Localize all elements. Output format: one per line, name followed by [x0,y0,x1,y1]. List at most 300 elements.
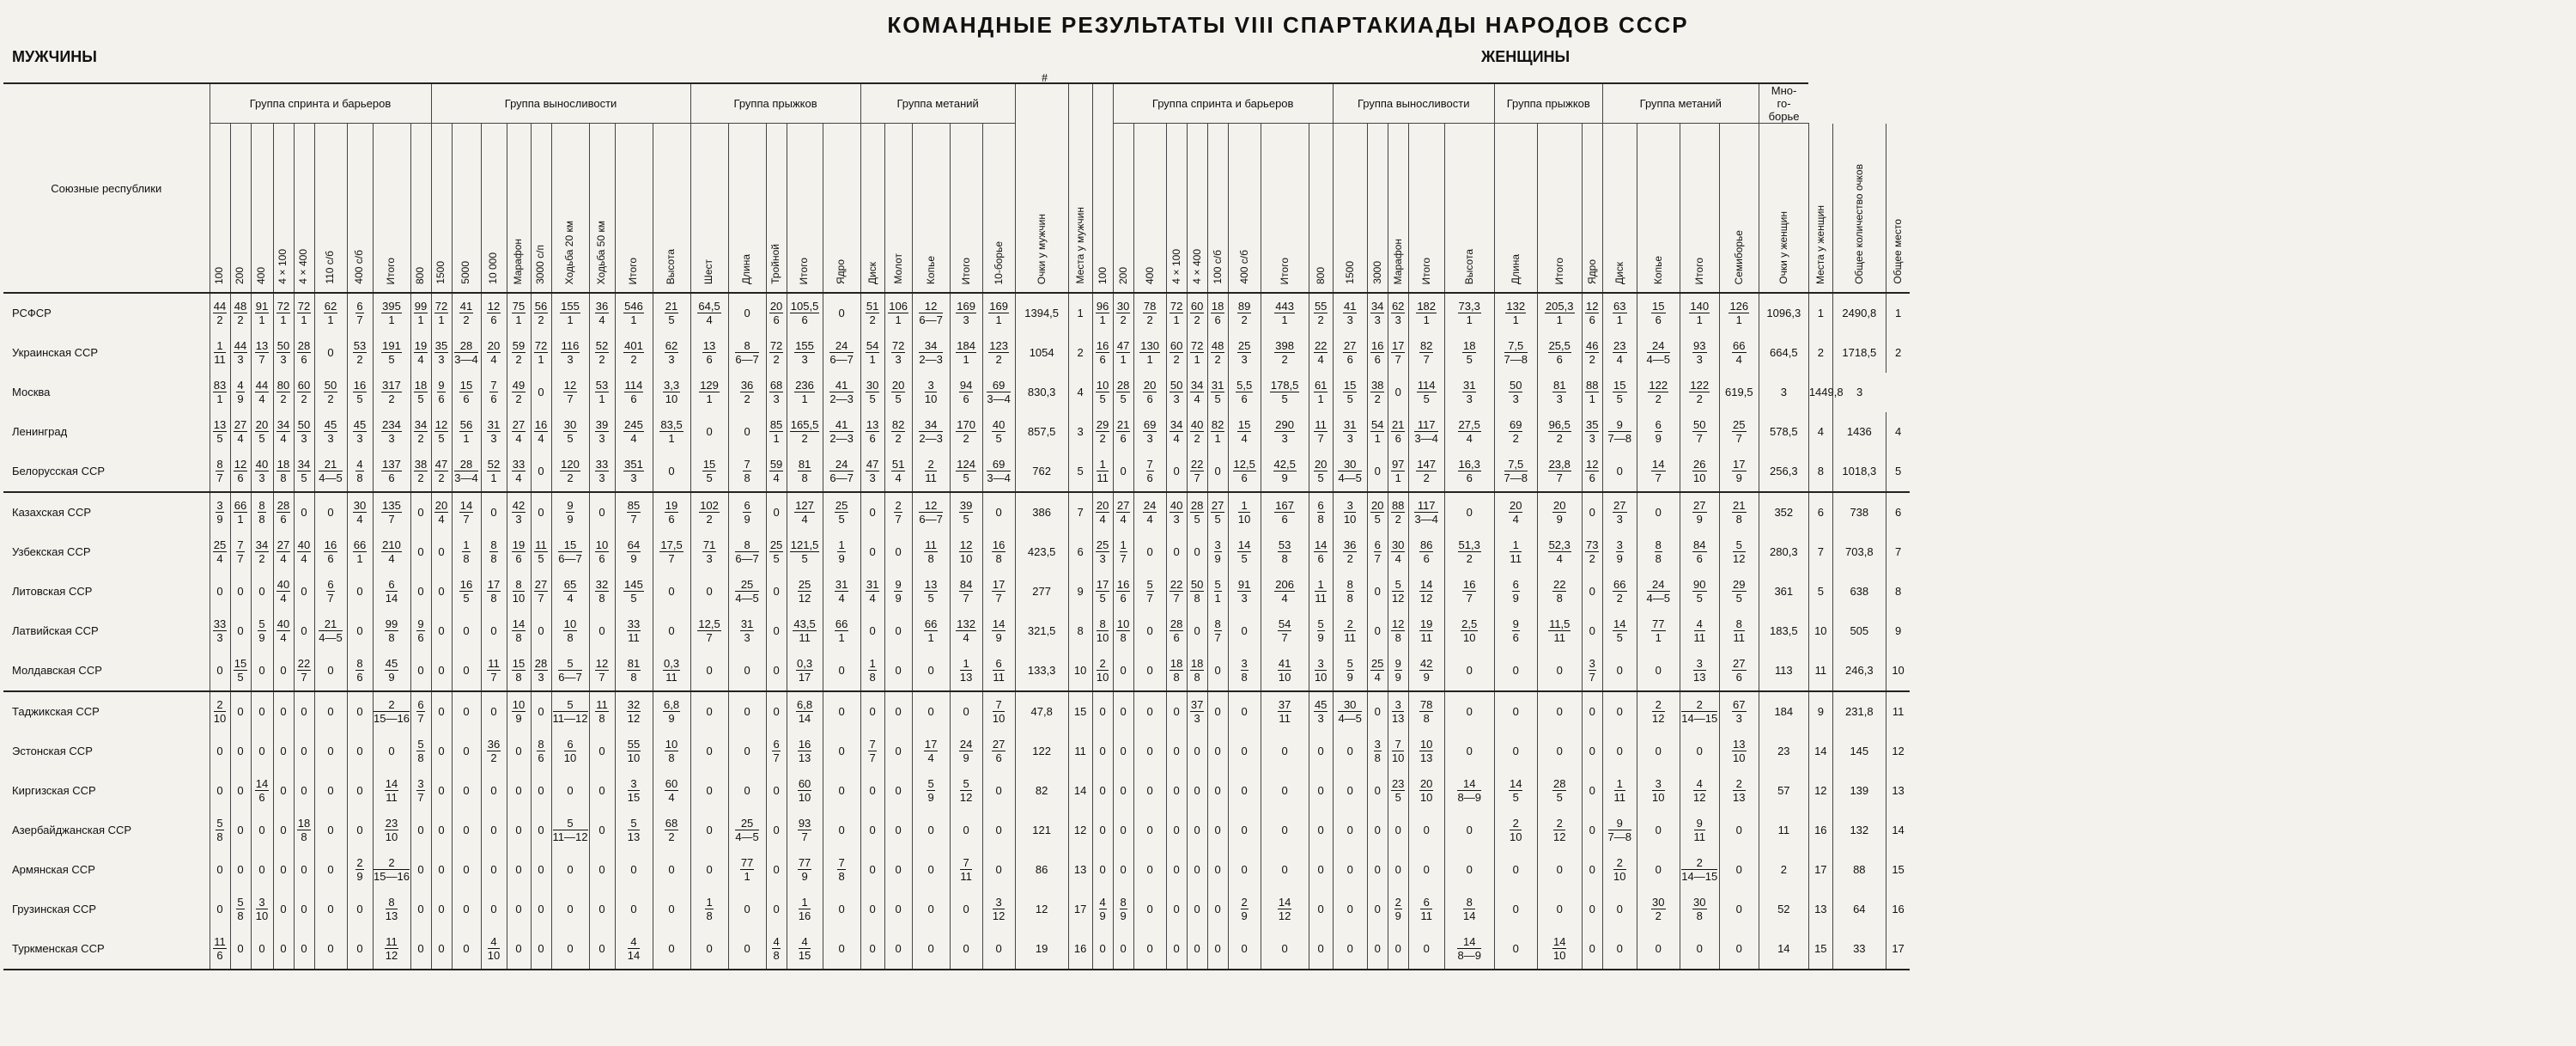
score-fraction: 7 7 [869,738,876,765]
score-fraction: 5 8 [237,896,244,923]
score-fraction: $\frac{50}{3}$ [276,339,290,367]
table-cell: 0 [728,412,766,452]
score-fraction: $\frac{26}{10}$ [1693,458,1706,485]
table-cell: 139 [1832,771,1886,811]
score-fraction: 60 10 [798,777,811,805]
table-cell: 0 [1187,732,1207,771]
table-cell [766,293,787,333]
table-cell [766,412,787,452]
table-cell [860,732,884,771]
score-fraction: $\frac{41}{2}$ [459,300,473,327]
table-cell: 0 [1719,890,1759,929]
table-cell [1637,771,1680,811]
group-header: Группа выносливости [1333,83,1494,124]
table-cell: 0 [507,890,531,929]
table-cell [1367,333,1388,373]
table-cell [615,572,653,611]
table-cell [1719,611,1759,651]
score-fraction: $\frac{3}{10}$ [924,379,938,406]
table-cell [823,373,860,412]
column-header: 100 [210,124,230,294]
table-cell [1367,293,1388,333]
score-fraction: $\frac{12}{6}$ [234,458,247,485]
table-row [3,333,1910,373]
table-cell [347,333,373,373]
table-cell: 0 [982,850,1015,890]
score-fraction: 6 11 [993,657,1005,684]
table-cell [294,293,314,333]
table-cell [950,732,982,771]
table-cell [950,333,982,373]
table-cell [1408,890,1444,929]
table-cell [766,532,787,572]
table-cell [1388,532,1408,572]
table-cell [1408,412,1444,452]
table-cell [1092,373,1113,412]
table-cell: 183,5 [1759,611,1808,651]
table-cell: 0 [1333,811,1367,850]
table-cell [431,412,452,452]
table-cell [1537,452,1582,492]
table-cell: 0 [410,572,431,611]
score-fraction: $\frac{205,3}{1}$ [1545,300,1574,327]
table-cell [1309,532,1333,572]
score-fraction: $\frac{24}{6—7}$ [829,339,854,367]
score-fraction: $\frac{17}{5}$ [1096,578,1109,605]
score-fraction: $\frac{28}{3—4}$ [454,339,478,367]
score-fraction: 18 8 [297,817,311,844]
table-cell: 246,3 [1832,651,1886,691]
score-fraction: $\frac{62}{1}$ [324,300,337,327]
score-fraction: $\frac{25}{3}$ [1096,538,1109,566]
table-cell: 1436 [1832,412,1886,452]
table-cell: 0 [912,651,950,691]
score-fraction: $\frac{351}{3}$ [624,458,643,485]
table-cell: 386 [1015,492,1068,532]
score-fraction: 0,3 11 [664,657,680,684]
score-fraction: $\frac{34}{3}$ [1370,300,1384,327]
table-cell [787,412,823,452]
table-cell [1602,572,1637,611]
table-cell: 0 [1133,611,1166,651]
score-fraction: $\frac{234}{3}$ [382,418,401,446]
table-cell: 11 [1808,651,1832,691]
table-cell: 145 [1832,732,1886,771]
score-fraction: $\frac{27}{4}$ [234,418,247,446]
score-fraction: $\frac{69}{3—4}$ [987,379,1011,406]
table-cell [1680,691,1719,732]
score-fraction: $\frac{34}{2—3}$ [919,339,943,367]
score-fraction: $\frac{72}{1}$ [534,339,548,367]
table-cell [251,333,273,373]
table-cell [347,293,373,333]
table-cell [823,532,860,572]
table-cell: 0 [431,572,452,611]
table-cell: 10 [1068,651,1092,691]
table-cell: 0 [1602,890,1637,929]
table-cell: 0 [1408,811,1444,850]
table-cell [1494,811,1537,850]
score-fraction: 5 9 [1346,657,1353,684]
score-fraction: 3 7 [417,777,424,805]
table-cell: 0 [1133,532,1166,572]
table-cell: 0 [1166,929,1187,970]
table-cell [728,492,766,532]
table-cell [787,732,823,771]
table-cell [273,333,294,373]
table-cell: 1449,8 [1808,373,1832,412]
score-fraction: $\frac{96}{1}$ [1096,300,1109,327]
table-cell [373,811,410,850]
score-fraction: $\frac{82}{1}$ [1211,418,1224,446]
score-fraction: $\frac{54}{1}$ [866,339,879,367]
score-fraction: $\frac{132}{1}$ [1506,300,1526,327]
table-cell [1637,611,1680,651]
table-cell: 0 [347,611,373,651]
table-cell [1388,651,1408,691]
table-cell: 0 [982,492,1015,532]
women-section-label: ЖЕНЩИНЫ [1481,48,1571,65]
table-cell: 0 [431,732,452,771]
table-cell: 12 [1886,732,1910,771]
table-cell [481,572,507,611]
score-fraction: $\frac{47}{1}$ [1116,339,1130,367]
table-cell: 0 [1602,691,1637,732]
table-cell [1494,532,1537,572]
table-cell [373,293,410,333]
table-cell [1092,333,1113,373]
table-cell: 0 [1388,929,1408,970]
table-cell [787,492,823,532]
score-fraction: $\frac{66}{1}$ [234,499,247,526]
score-fraction: $\frac{170}{2}$ [957,418,975,446]
score-fraction: $\frac{1}{8}$ [463,538,470,566]
table-cell [787,333,823,373]
score-fraction: $\frac{6}{7}$ [1374,538,1381,566]
table-cell [860,651,884,691]
table-cell: 0 [1092,929,1113,970]
score-fraction: $\frac{6}{9}$ [1655,418,1662,446]
table-cell [787,890,823,929]
score-fraction: $\frac{83}{1}$ [213,379,227,406]
table-cell: 0 [1092,771,1113,811]
table-cell [982,691,1015,732]
table-cell: 0 [728,929,766,970]
score-fraction: $\frac{6}{8}$ [1317,499,1324,526]
group-header: Мно- го- борье [1759,83,1808,124]
table-cell: 2490,8 [1832,293,1886,333]
table-cell: 0 [1367,929,1388,970]
score-fraction: $\frac{63}{1}$ [1613,300,1626,327]
table-cell [294,811,314,850]
score-fraction: $\frac{2}{7}$ [895,499,902,526]
score-fraction: $\frac{53}{8}$ [1278,538,1291,566]
table-cell [1408,572,1444,611]
score-fraction: $\frac{66}{1}$ [835,617,848,645]
score-fraction: $\frac{40}{3}$ [1170,499,1183,526]
column-header: 400 [1133,124,1166,294]
table-cell: 0 [1166,890,1187,929]
score-fraction: $\frac{50}{2}$ [324,379,337,406]
table-row [3,811,1910,850]
table-row [3,771,1910,811]
score-fraction: $\frac{16}{6}$ [1116,578,1130,605]
table-cell [431,333,452,373]
score-fraction: $\frac{14}{5}$ [1237,538,1251,566]
table-cell: 0 [1367,611,1388,651]
score-fraction: $\frac{25,5}{6}$ [1548,339,1571,367]
republic-name: Грузинская ССР [12,903,97,916]
table-cell: 0 [589,811,615,850]
score-fraction: $\frac{88}{1}$ [1586,379,1599,406]
table-cell [1408,532,1444,572]
score-fraction: $\frac{31}{3}$ [740,617,754,645]
score-fraction: $\frac{69}{3—4}$ [987,458,1011,485]
score-fraction: $\frac{1}{11}$ [1510,538,1522,566]
table-cell: 0 [1719,811,1759,850]
table-cell: 0 [431,929,452,970]
score-fraction: $\frac{5,5}{6}$ [1236,379,1253,406]
table-cell: 82 [1015,771,1068,811]
table-cell [1388,572,1408,611]
table-cell [728,532,766,572]
table-cell [1166,373,1187,412]
score-fraction: $\frac{155}{1}$ [561,300,580,327]
score-fraction: 2 14—15 [1681,856,1718,884]
table-cell [1092,572,1113,611]
table-cell: 0 [615,890,653,929]
table-cell [507,651,531,691]
score-fraction: $\frac{47}{2}$ [434,458,448,485]
table-cell [1582,333,1602,373]
table-cell: 0 [431,611,452,651]
score-fraction: $\frac{60}{2}$ [297,379,311,406]
table-cell [531,412,551,452]
table-cell: 0 [1333,929,1367,970]
table-cell [551,452,589,492]
score-fraction: $\frac{9}{9}$ [895,578,902,605]
score-fraction: $\frac{28}{6}$ [276,499,290,526]
table-cell [251,412,273,452]
table-cell: 0 [1166,732,1187,771]
table-cell [1388,293,1408,333]
table-cell: 0 [982,811,1015,850]
table-cell: 0 [589,732,615,771]
score-fraction: $\frac{42,5}{9}$ [1273,458,1296,485]
table-cell: 0 [1133,811,1166,850]
table-cell: 352 [1759,492,1808,532]
table-cell: 121 [1015,811,1068,850]
table-cell: 14 [1068,771,1092,811]
table-row [3,492,1910,532]
table-cell [1602,293,1637,333]
republic-name: Туркменская ССР [3,929,210,970]
score-fraction: $\frac{1}{11}$ [1097,458,1109,485]
table-cell [1494,452,1537,492]
score-fraction: $\frac{81}{8}$ [798,458,811,485]
score-fraction: $\frac{191}{5}$ [382,339,401,367]
table-cell: 0 [860,850,884,890]
score-fraction: $\frac{32}{8}$ [595,578,609,605]
table-row [3,611,1910,651]
table-cell [615,532,653,572]
score-fraction: $\frac{19}{6}$ [665,499,678,526]
score-fraction: 4 15 [798,935,811,963]
table-cell: 0 [1092,811,1113,850]
table-cell: 0 [1444,732,1494,771]
score-fraction: 5 13 [627,817,641,844]
table-cell: 0 [1166,532,1187,572]
score-fraction: $\frac{10}{8}$ [563,617,577,645]
table-cell: 3 [1832,373,1886,412]
table-cell: 0 [884,732,912,771]
table-cell [507,572,531,611]
score-fraction: $\frac{117}{3—4}$ [1414,418,1438,446]
table-cell [1408,452,1444,492]
table-cell [690,890,728,929]
table-cell [551,732,589,771]
table-cell: 52 [1759,890,1808,929]
table-cell [1309,373,1333,412]
column-header: 4×400 [294,124,314,294]
table-cell [787,811,823,850]
score-fraction: $\frac{44}{3}$ [234,339,247,367]
score-fraction: 15 5 [234,657,247,684]
score-fraction: 3 10 [255,896,269,923]
table-cell [884,492,912,532]
table-cell [1228,492,1261,532]
table-cell [1166,572,1187,611]
score-fraction: $\frac{99}{1}$ [414,300,428,327]
table-cell [1333,373,1367,412]
table-cell: 12 [1808,771,1832,811]
score-fraction: $\frac{130}{1}$ [1140,339,1159,367]
table-cell [690,293,728,333]
score-fraction: $\frac{27}{7}$ [534,578,548,605]
table-cell [1207,412,1228,452]
score-fraction: $\frac{27}{4}$ [276,538,290,566]
table-cell [1092,412,1113,452]
score-fraction: $\frac{31}{5}$ [1211,379,1224,406]
table-cell: 13 [1808,890,1832,929]
table-cell [1092,611,1113,651]
column-header: Шест [690,124,728,294]
table-cell [982,293,1015,333]
score-fraction: $\frac{38}{2}$ [1370,379,1384,406]
table-cell: 0 [1333,850,1367,890]
score-fraction: $\frac{66}{4}$ [1733,339,1746,367]
table-cell [1228,532,1261,572]
table-cell: 9 [1808,691,1832,732]
table-cell: 0 [230,929,251,970]
table-cell [884,293,912,333]
score-fraction: $\frac{85}{7}$ [627,499,641,526]
table-cell [1680,293,1719,333]
table-cell: 0 [690,691,728,732]
score-fraction: $\frac{27}{5}$ [1211,499,1224,526]
table-cell [373,651,410,691]
table-cell [950,611,982,651]
table-cell [210,611,230,651]
table-cell [210,333,230,373]
column-header: Семиборье [1719,124,1759,294]
score-fraction: $\frac{4}{9}$ [237,379,244,406]
table-row [3,293,1910,333]
score-fraction: $\frac{8}{8}$ [490,538,497,566]
table-cell [1309,611,1333,651]
table-cell: 0 [1207,811,1228,850]
column-header: 800 [410,124,431,294]
table-cell: 0 [431,811,452,850]
table-cell [507,532,531,572]
table-cell: 0 [766,492,787,532]
table-cell: 0 [1408,929,1444,970]
score-fraction: $\frac{59}{2}$ [512,339,526,367]
score-fraction: $\frac{317}{2}$ [382,379,401,406]
score-fraction: $\frac{16}{6}$ [1370,339,1384,367]
score-fraction: 10 9 [512,698,526,726]
table-cell [373,452,410,492]
table-cell [1113,293,1133,333]
table-cell [860,452,884,492]
table-cell [1092,492,1113,532]
table-cell: 5 [1886,452,1910,492]
column-header: 4×400 [1187,124,1207,294]
table-cell: 17 [1068,890,1092,929]
score-fraction: $\frac{69}{3}$ [1143,418,1157,446]
table-cell [653,492,690,532]
table-cell [1719,452,1759,492]
score-fraction: 5 12 [959,777,973,805]
table-cell: 0 [230,771,251,811]
table-cell: 57 [1759,771,1808,811]
score-fraction: $\frac{72}{3}$ [891,339,905,367]
table-cell [294,532,314,572]
score-fraction: $\frac{11}{7}$ [1315,418,1327,446]
table-cell [787,651,823,691]
table-cell: 0 [452,691,481,732]
table-cell [230,293,251,333]
score-fraction: $\frac{3}{9}$ [216,499,223,526]
score-fraction: $\frac{24}{6—7}$ [829,458,854,485]
table-cell: 0 [766,811,787,850]
score-fraction: 45 9 [385,657,398,684]
table-cell [410,293,431,333]
table-cell: 10 [1886,651,1910,691]
table-cell: 0 [1494,732,1537,771]
score-fraction: $\frac{23}{4}$ [1613,339,1626,367]
table-cell [1333,452,1367,492]
table-cell: 0 [690,732,728,771]
score-fraction: $\frac{12}{10}$ [959,538,973,566]
table-cell: 0 [347,732,373,771]
table-cell: 1054 [1015,333,1068,373]
score-fraction: $\frac{132}{4}$ [957,617,975,645]
score-fraction: $\frac{19}{6}$ [512,538,526,566]
stray-mark: # [1042,72,1048,85]
score-fraction: 5 6—7 [558,657,582,684]
table-cell [589,452,615,492]
score-fraction: $\frac{93}{3}$ [1693,339,1706,367]
table-cell: 0 [1261,732,1309,771]
table-cell [1261,492,1309,532]
score-fraction: 10 13 [1419,738,1433,765]
table-cell: 0 [314,492,347,532]
table-cell: 7 [1886,532,1910,572]
score-fraction: $\frac{14}{8}$ [512,617,526,645]
table-cell: 0 [273,691,294,732]
score-fraction: 41 10 [1278,657,1291,684]
